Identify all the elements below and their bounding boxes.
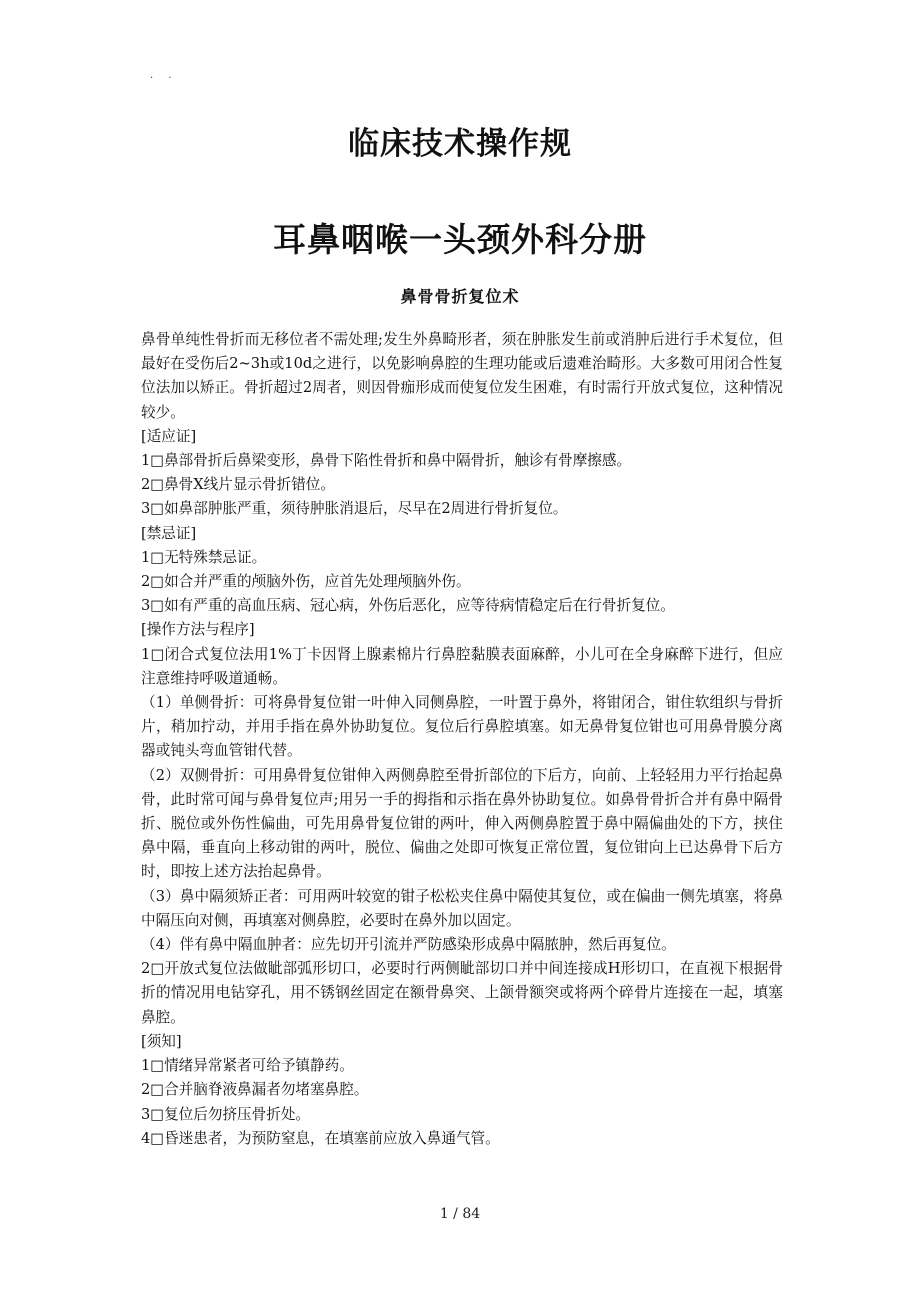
document-subtitle: 耳鼻咽喉一头颈外科分册 — [273, 220, 647, 259]
list-item: 2□开放式复位法做眦部弧形切口，必要时行两侧眦部切口并中间连接成H形切口，在直视下根据骨折的情况用电钻穿孔，用不锈钢丝固定在额骨鼻突、上颌骨额突或将两个碎骨片连接在一起，填塞鼻腔。 — [141, 960, 783, 1026]
list-item: 3□如鼻部肿胀严重，须待肿胀消退后，尽早在2周进行骨折复位。 — [141, 500, 568, 518]
page-number: 1 / 84 — [439, 1206, 481, 1222]
list-item: 1□情绪异常紧者可给予镇静药。 — [141, 1057, 354, 1075]
sub-item: （1）单侧骨折：可将鼻骨复位钳一叶伸入同侧鼻腔，一叶置于鼻外，将钳闭合，钳住软组织与骨折片，稍加拧动，并用手指在鼻外协助复位。复位后行鼻腔填塞。如无鼻骨复位钳也可用鼻骨膜分离器或钝头弯血管钳代替。 — [141, 694, 783, 760]
list-item: 1□鼻部骨折后鼻梁变形，鼻骨下陷性骨折和鼻中隔骨折，触诊有骨摩擦感。 — [141, 452, 632, 470]
sub-item: （2）双侧骨折：可用鼻骨复位钳伸入两侧鼻腔至骨折部位的下后方，向前、上轻轻用力平行抬起鼻骨，此时常可闻与鼻骨复位声;用另一手的拇指和示指在鼻外协助复位。如鼻骨骨折合并有鼻中隔骨折、脱位或外伤性偏曲，可先用鼻骨复位钳的两叶，伸入两侧鼻腔置于鼻中隔偏曲处的下方，挟住鼻中隔，垂直向上移动钳的两叶，脱位、偏曲之处即可恢复正常位置，复位钳向上已达鼻骨下后方时，即按上述方法抬起鼻骨。 — [141, 766, 783, 881]
list-item: 2□合并脑脊液鼻漏者勿堵塞鼻腔。 — [141, 1081, 369, 1099]
intro-paragraph: 鼻骨单纯性骨折而无移位者不需处理;发生外鼻畸形者，须在肿胀发生前或消肿后进行手术复位，但最好在受伤后2~3h或10d之进行，以免影响鼻腔的生理功能或后遗难治畸形。大多数可用闭合性复位法加以矫正。骨折超过2周者，则因骨痂形成而使复位发生困难，有时需行开放式复位，这种情况较少。 — [141, 331, 783, 421]
corner-mark: . . — [150, 70, 178, 81]
section-heading-contraindications: [禁忌证] — [141, 524, 197, 542]
section-heading-indications: [适应证] — [141, 427, 197, 445]
sub-item: （3）鼻中隔须矫正者：可用两叶较宽的钳子松松夹住鼻中隔使其复位，或在偏曲一侧先填塞，将鼻中隔压向对侧，再填塞对侧鼻腔，必要时在鼻外加以固定。 — [141, 887, 783, 929]
document-title: 临床技术操作规 — [348, 126, 572, 162]
list-item: 2□如合并严重的颅脑外伤，应首先处理颅脑外伤。 — [141, 573, 471, 591]
list-item: 1□闭合式复位法用1%丁卡因肾上腺素棉片行鼻腔黏膜表面麻醉，小儿可在全身麻醉下进行，但应注意维持呼吸道通畅。 — [141, 645, 783, 687]
section-heading-notes: [须知] — [141, 1032, 182, 1050]
body-text — [141, 328, 783, 1151]
list-item: 4□昏迷患者，为预防窒息，在填塞前应放入鼻通气管。 — [141, 1129, 500, 1147]
list-item: 3□如有严重的高血压病、冠心病，外伤后恶化，应等待病情稳定后在行骨折复位。 — [141, 597, 675, 615]
section-heading-procedure: [操作方法与程序] — [141, 621, 255, 639]
list-item: 2□鼻骨X线片显示骨折错位。 — [141, 476, 335, 494]
list-item: 1□无特殊禁忌证。 — [141, 548, 267, 566]
list-item: 3□复位后勿挤压骨折处。 — [141, 1105, 311, 1123]
section-title: 鼻骨骨折复位术 — [400, 287, 520, 306]
sub-item: （4）伴有鼻中隔血肿者：应先切开引流并严防感染形成鼻中隔脓肿，然后再复位。 — [141, 936, 676, 954]
